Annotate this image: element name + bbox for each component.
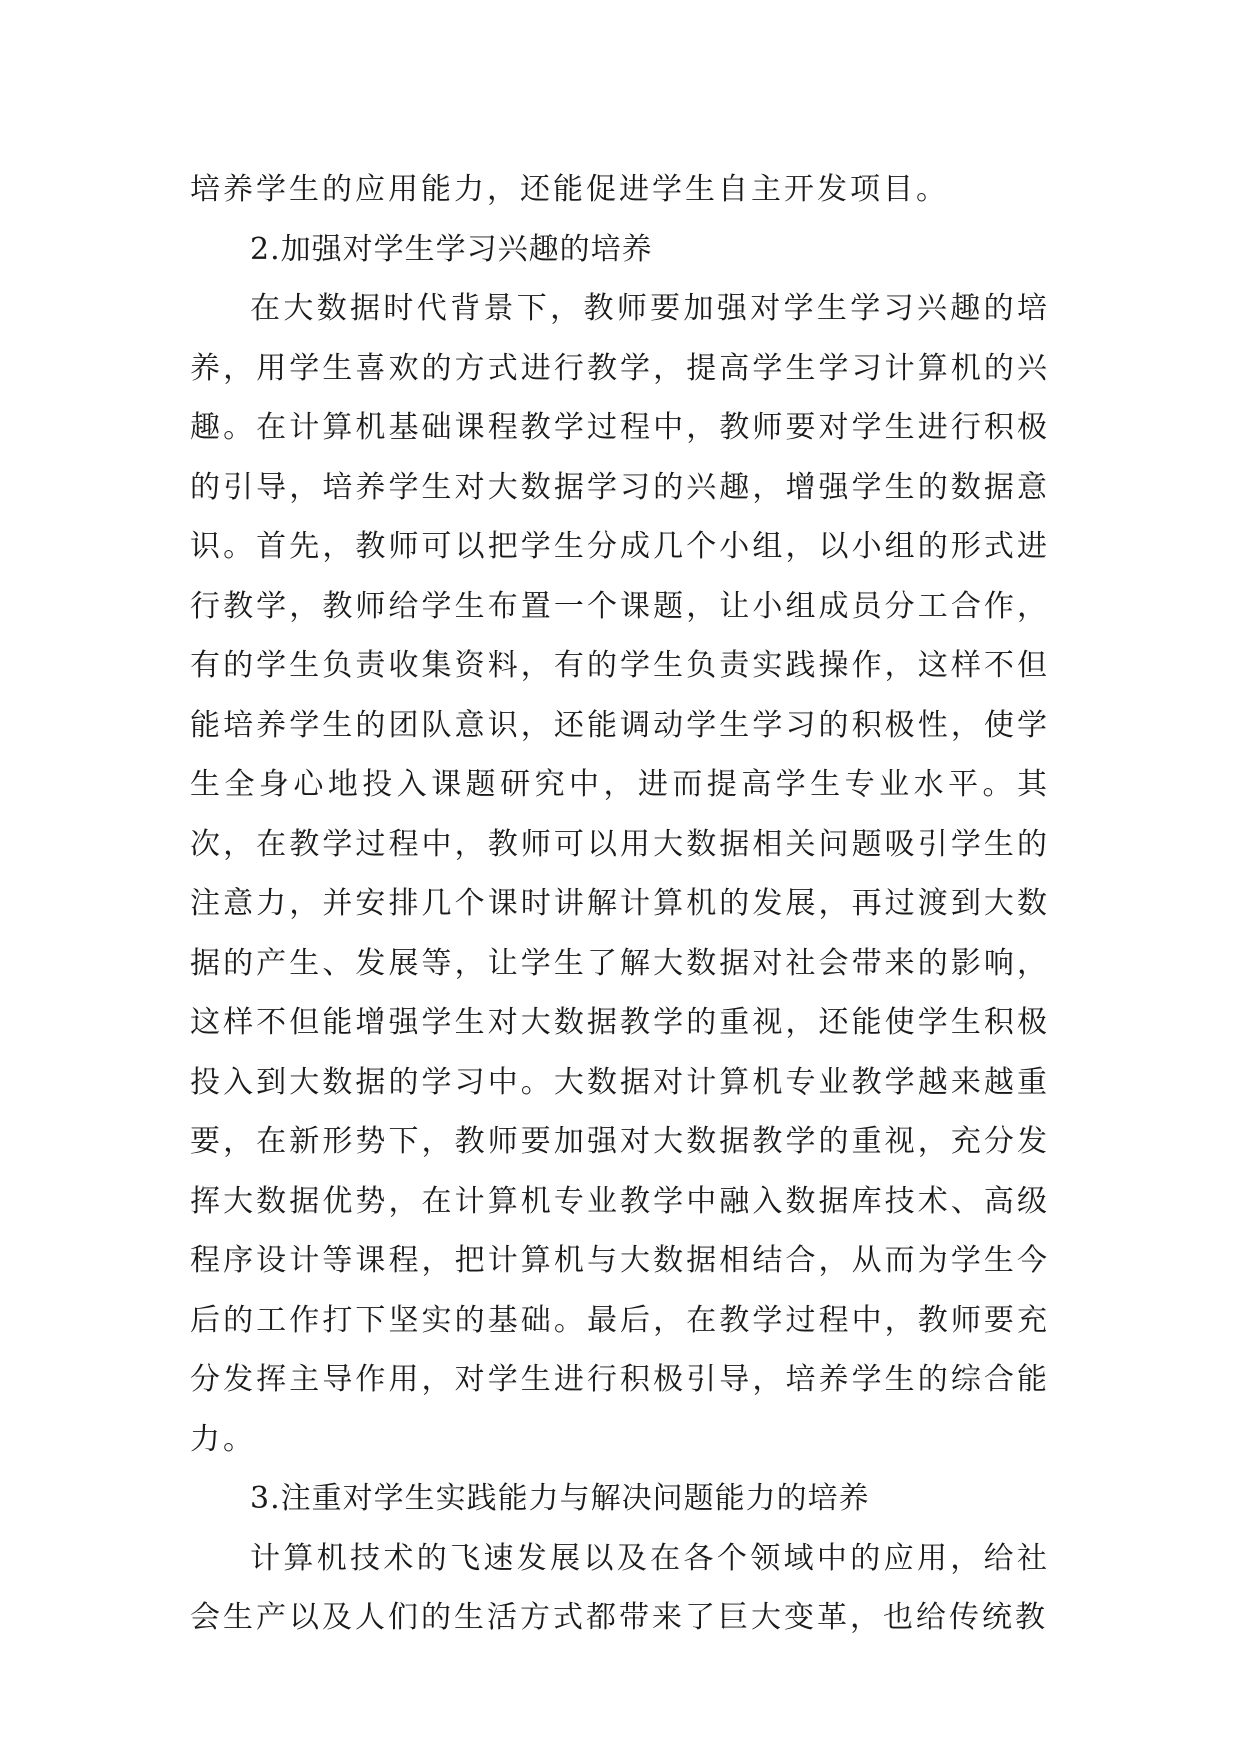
- section-heading-3: 3.注重对学生实践能力与解决问题能力的培养: [250, 1481, 870, 1516]
- section-2-paragraph: 在大数据时代背景下，教师要加强对学生学习兴趣的培养，用学生喜欢的方式进行教学，提高学生学习计算机的兴趣。在计算机基础课程教学过程中，教师要对学生进行积极的引导，培养学生对大数据学习的兴趣，增强学生的数据意识。首先，教师可以把学生分成几个小组，以小组的形式进行教学，教师给学生布置一个课题，让小组成员分工合作，有的学生负责收集资料，有的学生负责实践操作，这样不但能培养学生的团队意识，还能调动学生学习的积极性，使学生全身心地投入课题研究中，进而提高学生专业水平。其次，在教学过程中，教师可以用大数据相关问题吸引学生的注意力，并安排几个课时讲解计算机的发展，再过渡到大数据的产生、发展等，让学生了解大数据对社会带来的影响，这样不但能增强学生对大数据教学的重视，还能使学生积极投入到大数据的学习中。大数据对计算机专业教学越来越重要，在新形势下，教师要加强对大数据教学的重视，充分发挥大数据优势，在计算机专业教学中融入数据库技术、高级程序设计等课程，把计算机与大数据相结合，从而为学生今后的工作打下坚实的基础。最后，在教学过程中，教师要充分发挥主导作用，对学生进行积极引导，培养学生的综合能力。: [190, 291, 1050, 1457]
- section-heading-2: 2.加强对学生学习兴趣的培养: [250, 231, 653, 267]
- section-3-paragraph: 计算机技术的飞速发展以及在各个领域中的应用，给社会生产以及人们的生活方式都带来了巨大变革，也给传统教: [190, 1540, 1050, 1635]
- continued-paragraph: 培养学生的应用能力，还能促进学生自主开发项目。: [190, 172, 949, 207]
- document-page: [190, 160, 1050, 1648]
